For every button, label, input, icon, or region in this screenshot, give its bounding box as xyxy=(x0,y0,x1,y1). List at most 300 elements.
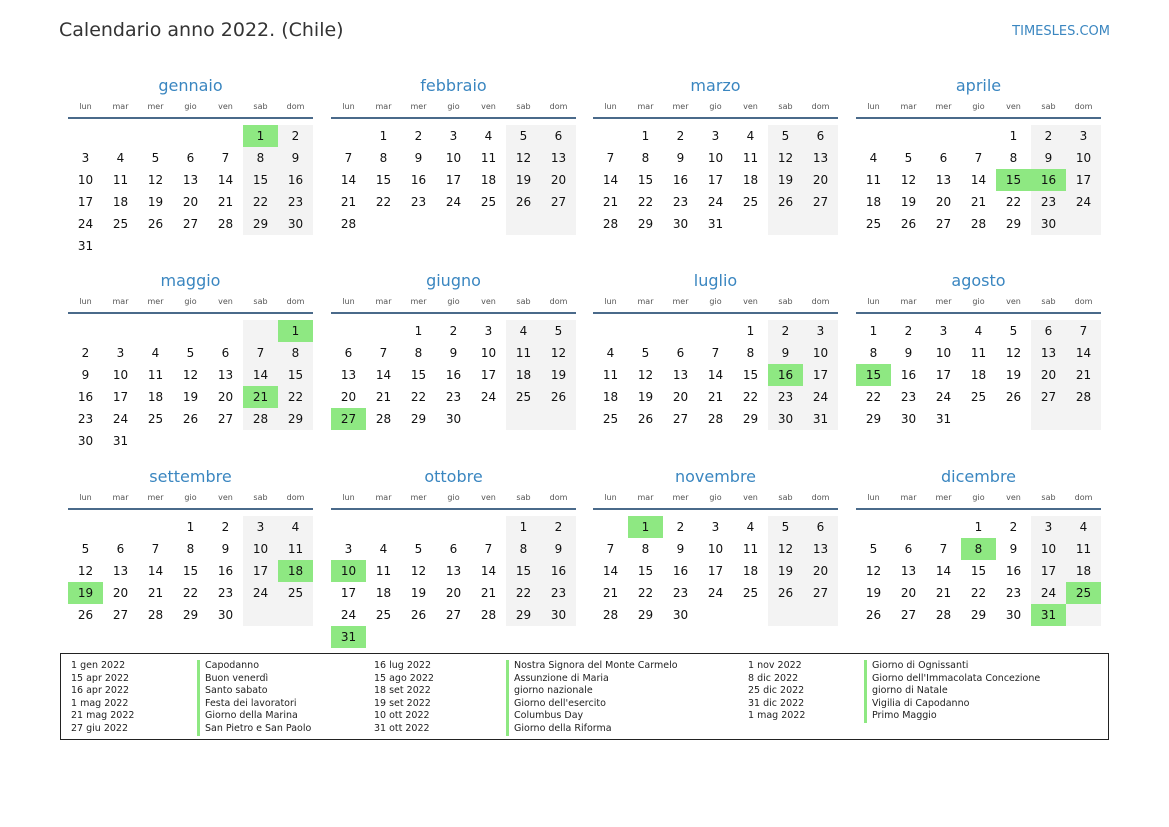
day-cell: 25 xyxy=(515,390,532,404)
day-cell: 16 xyxy=(287,173,304,187)
weekday-label: mer xyxy=(935,297,952,306)
legend-entry: 1 nov 2022 xyxy=(748,660,802,671)
day-cell: 2 xyxy=(676,520,685,534)
day-cell: 21 xyxy=(707,390,724,404)
day-cell: 26 xyxy=(865,608,882,622)
day-cell: 13 xyxy=(935,173,952,187)
legend-entry: Nostra Signora del Monte Carmelo xyxy=(506,660,678,673)
weekday-label: gio xyxy=(184,493,197,502)
day-cell: 21 xyxy=(147,586,164,600)
day-cell: 14 xyxy=(707,368,724,382)
day-cell: 31 xyxy=(707,217,724,231)
day-cell: 2 xyxy=(676,129,685,143)
day-cell: 15 xyxy=(637,173,654,187)
legend-entry: 8 dic 2022 xyxy=(748,672,799,684)
weekday-label: gio xyxy=(972,297,985,306)
day-cell: 20 xyxy=(812,564,829,578)
day-cell: 2 xyxy=(291,129,300,143)
day-cell: 11 xyxy=(865,173,882,187)
day-cell: 17 xyxy=(1040,564,1057,578)
legend-entry: Giorno di Ognissanti xyxy=(864,660,1040,673)
day-cell: 28 xyxy=(480,608,497,622)
weekday-label: lun xyxy=(604,493,617,502)
day-cell: 28 xyxy=(602,608,619,622)
legend-entry: 18 set 2022 xyxy=(374,685,431,697)
weekday-label: sab xyxy=(253,297,268,306)
weekday-label: mar xyxy=(637,102,654,111)
day-cell: 23 xyxy=(1005,586,1022,600)
day-cell: 25 xyxy=(480,195,497,209)
month-divider xyxy=(856,312,1101,314)
day-cell: 9 xyxy=(221,542,230,556)
day-cell: 18 xyxy=(865,195,882,209)
day-cell: 13 xyxy=(182,173,199,187)
legend-entry: 1 mag 2022 xyxy=(71,697,129,709)
holiday-day-cell: 16 xyxy=(768,364,803,386)
weekday-label: mer xyxy=(935,102,952,111)
weekday-label: mer xyxy=(410,102,427,111)
weekday-label: lun xyxy=(342,102,355,111)
day-cell: 4 xyxy=(746,520,755,534)
day-cell: 3 xyxy=(344,542,353,556)
legend-entry: 27 giu 2022 xyxy=(71,722,128,734)
day-cell: 12 xyxy=(777,542,794,556)
day-cell: 10 xyxy=(480,346,497,360)
month-name: agosto xyxy=(951,271,1006,290)
month-name: ottobre xyxy=(424,467,483,486)
day-cell: 20 xyxy=(672,390,689,404)
day-cell: 18 xyxy=(742,173,759,187)
day-cell: 27 xyxy=(900,608,917,622)
day-cell: 29 xyxy=(515,608,532,622)
day-cell: 24 xyxy=(252,586,269,600)
month-divider xyxy=(593,117,838,119)
day-cell: 26 xyxy=(637,412,654,426)
legend-entry: Columbus Day xyxy=(506,710,678,723)
day-cell: 19 xyxy=(777,564,794,578)
weekday-label: ven xyxy=(481,493,496,502)
day-cell: 3 xyxy=(816,324,825,338)
weekday-label: dom xyxy=(286,493,305,502)
weekday-label: mer xyxy=(147,102,164,111)
day-cell: 23 xyxy=(672,195,689,209)
day-cell: 24 xyxy=(707,195,724,209)
day-cell: 16 xyxy=(550,564,567,578)
day-cell: 25 xyxy=(287,586,304,600)
day-cell: 23 xyxy=(77,412,94,426)
site-link[interactable]: TIMESLES.COM xyxy=(1012,24,1110,39)
weekday-label: ven xyxy=(481,102,496,111)
day-cell: 1 xyxy=(519,520,528,534)
weekday-label: dom xyxy=(811,297,830,306)
weekday-label: mer xyxy=(410,297,427,306)
day-cell: 14 xyxy=(1075,346,1092,360)
legend-entry: Primo Maggio xyxy=(864,710,1040,723)
day-cell: 8 xyxy=(869,346,878,360)
day-cell: 24 xyxy=(812,390,829,404)
holiday-day-cell: 15 xyxy=(996,169,1031,191)
day-cell: 2 xyxy=(1009,520,1018,534)
weekday-label: sab xyxy=(778,493,793,502)
day-cell: 19 xyxy=(515,173,532,187)
day-cell: 15 xyxy=(970,564,987,578)
weekday-label: gio xyxy=(447,493,460,502)
day-cell: 10 xyxy=(1075,151,1092,165)
day-cell: 26 xyxy=(777,586,794,600)
day-cell: 22 xyxy=(637,586,654,600)
legend-entry: Giorno della Riforma xyxy=(506,723,678,736)
day-cell: 12 xyxy=(637,368,654,382)
day-cell: 29 xyxy=(182,608,199,622)
day-cell: 10 xyxy=(707,151,724,165)
day-cell: 7 xyxy=(221,151,230,165)
day-cell: 8 xyxy=(291,346,300,360)
day-cell: 27 xyxy=(812,586,829,600)
weekday-label: dom xyxy=(1074,493,1093,502)
day-cell: 27 xyxy=(217,412,234,426)
day-cell: 14 xyxy=(375,368,392,382)
day-cell: 30 xyxy=(77,434,94,448)
day-cell: 23 xyxy=(445,390,462,404)
day-cell: 20 xyxy=(445,586,462,600)
day-cell: 22 xyxy=(252,195,269,209)
day-cell: 28 xyxy=(935,608,952,622)
weekday-label: dom xyxy=(1074,102,1093,111)
day-cell: 19 xyxy=(777,173,794,187)
day-cell: 29 xyxy=(865,412,882,426)
month-divider xyxy=(331,117,576,119)
day-cell: 24 xyxy=(112,412,129,426)
day-cell: 30 xyxy=(217,608,234,622)
day-cell: 12 xyxy=(410,564,427,578)
month-name: febbraio xyxy=(420,76,487,95)
legend-entry: 21 mag 2022 xyxy=(71,710,135,722)
weekday-label: mer xyxy=(672,493,689,502)
day-cell: 2 xyxy=(904,324,913,338)
weekday-label: dom xyxy=(549,102,568,111)
legend-entry: 15 apr 2022 xyxy=(71,672,130,684)
day-cell: 28 xyxy=(340,217,357,231)
day-cell: 17 xyxy=(707,564,724,578)
day-cell: 12 xyxy=(147,173,164,187)
legend-entry: 15 ago 2022 xyxy=(374,672,434,684)
day-cell: 20 xyxy=(900,586,917,600)
day-cell: 18 xyxy=(515,368,532,382)
weekday-label: lun xyxy=(867,493,880,502)
day-cell: 6 xyxy=(186,151,195,165)
day-cell: 12 xyxy=(77,564,94,578)
day-cell: 18 xyxy=(1075,564,1092,578)
day-cell: 10 xyxy=(1040,542,1057,556)
legend-dates-col-1 xyxy=(71,660,134,736)
day-cell: 14 xyxy=(217,173,234,187)
day-cell: 6 xyxy=(344,346,353,360)
day-cell: 8 xyxy=(379,151,388,165)
weekday-label: dom xyxy=(811,493,830,502)
day-cell: 7 xyxy=(379,346,388,360)
weekday-label: dom xyxy=(286,297,305,306)
day-cell: 26 xyxy=(550,390,567,404)
day-cell: 24 xyxy=(1075,195,1092,209)
day-cell: 9 xyxy=(414,151,423,165)
day-cell: 25 xyxy=(112,217,129,231)
day-cell: 7 xyxy=(711,346,720,360)
day-cell: 17 xyxy=(812,368,829,382)
day-cell: 19 xyxy=(182,390,199,404)
legend-entry: Giorno dell'Immacolata Concezione xyxy=(864,673,1040,686)
day-cell: 21 xyxy=(935,586,952,600)
weekday-label: mer xyxy=(935,493,952,502)
day-cell: 5 xyxy=(554,324,563,338)
legend-entry: 19 set 2022 xyxy=(374,697,431,709)
day-cell: 16 xyxy=(900,368,917,382)
day-cell: 4 xyxy=(746,129,755,143)
day-cell: 30 xyxy=(900,412,917,426)
day-cell: 11 xyxy=(1075,542,1092,556)
legend-entry: Buon venerdì xyxy=(197,673,311,686)
weekday-label: sab xyxy=(778,102,793,111)
weekday-label: sab xyxy=(253,493,268,502)
month-dicembre xyxy=(856,467,1101,626)
day-cell: 21 xyxy=(375,390,392,404)
day-cell: 11 xyxy=(147,368,164,382)
day-cell: 3 xyxy=(1079,129,1088,143)
day-cell: 21 xyxy=(602,195,619,209)
day-cell: 19 xyxy=(550,368,567,382)
day-cell: 14 xyxy=(340,173,357,187)
day-cell: 31 xyxy=(112,434,129,448)
day-cell: 1 xyxy=(746,324,755,338)
day-cell: 27 xyxy=(550,195,567,209)
day-cell: 31 xyxy=(812,412,829,426)
day-cell: 4 xyxy=(379,542,388,556)
weekday-label: lun xyxy=(604,102,617,111)
day-cell: 8 xyxy=(1009,151,1018,165)
holiday-day-cell: 10 xyxy=(331,560,366,582)
weekday-label: mar xyxy=(900,297,917,306)
legend-entry: Capodanno xyxy=(197,660,311,673)
day-cell: 26 xyxy=(410,608,427,622)
day-cell: 13 xyxy=(672,368,689,382)
day-cell: 31 xyxy=(77,239,94,253)
day-cell: 10 xyxy=(77,173,94,187)
day-cell: 3 xyxy=(256,520,265,534)
weekday-label: ven xyxy=(743,493,758,502)
month-marzo xyxy=(593,76,838,235)
day-cell: 9 xyxy=(554,542,563,556)
legend-dates-col-2 xyxy=(374,660,434,736)
day-cell: 6 xyxy=(554,129,563,143)
day-cell: 10 xyxy=(445,151,462,165)
day-cell: 24 xyxy=(77,217,94,231)
day-cell: 2 xyxy=(414,129,423,143)
day-cell: 8 xyxy=(414,346,423,360)
day-cell: 15 xyxy=(742,368,759,382)
day-cell: 8 xyxy=(641,542,650,556)
weekday-label: gio xyxy=(972,493,985,502)
day-cell: 4 xyxy=(519,324,528,338)
day-cell: 2 xyxy=(554,520,563,534)
weekday-label: mar xyxy=(900,102,917,111)
day-cell: 25 xyxy=(742,195,759,209)
day-cell: 20 xyxy=(812,173,829,187)
day-cell: 28 xyxy=(252,412,269,426)
day-cell: 24 xyxy=(445,195,462,209)
day-cell: 6 xyxy=(939,151,948,165)
day-cell: 15 xyxy=(287,368,304,382)
day-cell: 21 xyxy=(970,195,987,209)
day-cell: 21 xyxy=(480,586,497,600)
day-cell: 16 xyxy=(672,564,689,578)
day-cell: 5 xyxy=(1009,324,1018,338)
day-cell: 9 xyxy=(904,346,913,360)
weekday-label: mer xyxy=(410,493,427,502)
holiday-day-cell: 18 xyxy=(278,560,313,582)
day-cell: 20 xyxy=(1040,368,1057,382)
month-agosto xyxy=(856,271,1101,430)
day-cell: 9 xyxy=(781,346,790,360)
weekday-label: mar xyxy=(375,102,392,111)
day-cell: 3 xyxy=(449,129,458,143)
day-cell: 11 xyxy=(375,564,392,578)
day-cell: 26 xyxy=(900,217,917,231)
weekday-label: ven xyxy=(1006,493,1021,502)
month-name: settembre xyxy=(149,467,232,486)
day-cell: 5 xyxy=(904,151,913,165)
day-cell: 5 xyxy=(869,542,878,556)
day-cell: 24 xyxy=(480,390,497,404)
day-cell: 22 xyxy=(865,390,882,404)
weekday-label: mar xyxy=(375,493,392,502)
day-cell: 22 xyxy=(515,586,532,600)
day-cell: 28 xyxy=(707,412,724,426)
day-cell: 29 xyxy=(637,217,654,231)
day-cell: 11 xyxy=(602,368,619,382)
weekday-label: sab xyxy=(1041,102,1056,111)
day-cell: 9 xyxy=(81,368,90,382)
day-cell: 23 xyxy=(777,390,794,404)
legend-names-col-1 xyxy=(197,660,311,736)
legend-entry: 10 ott 2022 xyxy=(374,710,430,722)
day-cell: 11 xyxy=(112,173,129,187)
day-cell: 23 xyxy=(217,586,234,600)
day-cell: 2 xyxy=(1044,129,1053,143)
day-cell: 18 xyxy=(112,195,129,209)
day-cell: 30 xyxy=(550,608,567,622)
day-cell: 17 xyxy=(112,390,129,404)
day-cell: 2 xyxy=(781,324,790,338)
day-cell: 9 xyxy=(1009,542,1018,556)
day-cell: 7 xyxy=(939,542,948,556)
day-cell: 8 xyxy=(186,542,195,556)
weekday-label: mar xyxy=(375,297,392,306)
day-cell: 13 xyxy=(812,151,829,165)
month-name: gennaio xyxy=(158,76,223,95)
day-cell: 29 xyxy=(287,412,304,426)
day-cell: 12 xyxy=(777,151,794,165)
day-cell: 18 xyxy=(742,564,759,578)
day-cell: 28 xyxy=(147,608,164,622)
weekday-label: lun xyxy=(342,493,355,502)
day-cell: 6 xyxy=(449,542,458,556)
day-cell: 22 xyxy=(375,195,392,209)
day-cell: 22 xyxy=(637,195,654,209)
day-cell: 8 xyxy=(641,151,650,165)
day-cell: 2 xyxy=(221,520,230,534)
day-cell: 24 xyxy=(707,586,724,600)
day-cell: 19 xyxy=(410,586,427,600)
day-cell: 3 xyxy=(1044,520,1053,534)
day-cell: 1 xyxy=(186,520,195,534)
day-cell: 12 xyxy=(515,151,532,165)
day-cell: 29 xyxy=(637,608,654,622)
day-cell: 27 xyxy=(112,608,129,622)
page-title: Calendario anno 2022. (Chile) xyxy=(59,19,344,41)
weekday-label: ven xyxy=(218,493,233,502)
month-divider xyxy=(68,117,313,119)
weekday-label: mar xyxy=(112,102,129,111)
day-cell: 5 xyxy=(414,542,423,556)
legend-entry: 25 dic 2022 xyxy=(748,685,805,697)
weekday-label: ven xyxy=(218,297,233,306)
month-name: maggio xyxy=(160,271,221,290)
holiday-day-cell: 15 xyxy=(856,364,891,386)
weekday-label: mar xyxy=(637,493,654,502)
day-cell: 25 xyxy=(742,586,759,600)
day-cell: 6 xyxy=(904,542,913,556)
day-cell: 16 xyxy=(410,173,427,187)
day-cell: 19 xyxy=(1005,368,1022,382)
day-cell: 7 xyxy=(344,151,353,165)
day-cell: 21 xyxy=(217,195,234,209)
holiday-day-cell: 16 xyxy=(1031,169,1066,191)
day-cell: 3 xyxy=(81,151,90,165)
weekday-label: gio xyxy=(972,102,985,111)
day-cell: 23 xyxy=(550,586,567,600)
day-cell: 24 xyxy=(340,608,357,622)
weekday-label: lun xyxy=(342,297,355,306)
day-cell: 17 xyxy=(935,368,952,382)
day-cell: 9 xyxy=(1044,151,1053,165)
legend-entry: 16 lug 2022 xyxy=(374,660,431,671)
day-cell: 16 xyxy=(217,564,234,578)
day-cell: 5 xyxy=(81,542,90,556)
day-cell: 11 xyxy=(970,346,987,360)
day-cell: 14 xyxy=(935,564,952,578)
day-cell: 31 xyxy=(935,412,952,426)
legend-entry: 31 ott 2022 xyxy=(374,722,430,734)
holiday-day-cell: 1 xyxy=(243,125,278,147)
day-cell: 20 xyxy=(340,390,357,404)
day-cell: 27 xyxy=(812,195,829,209)
legend-entry: Giorno della Marina xyxy=(197,710,311,723)
day-cell: 5 xyxy=(641,346,650,360)
day-cell: 23 xyxy=(900,390,917,404)
day-cell: 11 xyxy=(480,151,497,165)
day-cell: 12 xyxy=(900,173,917,187)
day-cell: 28 xyxy=(970,217,987,231)
day-cell: 28 xyxy=(1075,390,1092,404)
day-cell: 7 xyxy=(1079,324,1088,338)
day-cell: 5 xyxy=(151,151,160,165)
day-cell: 28 xyxy=(375,412,392,426)
day-cell: 27 xyxy=(1040,390,1057,404)
weekday-label: gio xyxy=(709,493,722,502)
day-cell: 16 xyxy=(1005,564,1022,578)
day-cell: 10 xyxy=(707,542,724,556)
month-aprile xyxy=(856,76,1101,235)
day-cell: 4 xyxy=(151,346,160,360)
